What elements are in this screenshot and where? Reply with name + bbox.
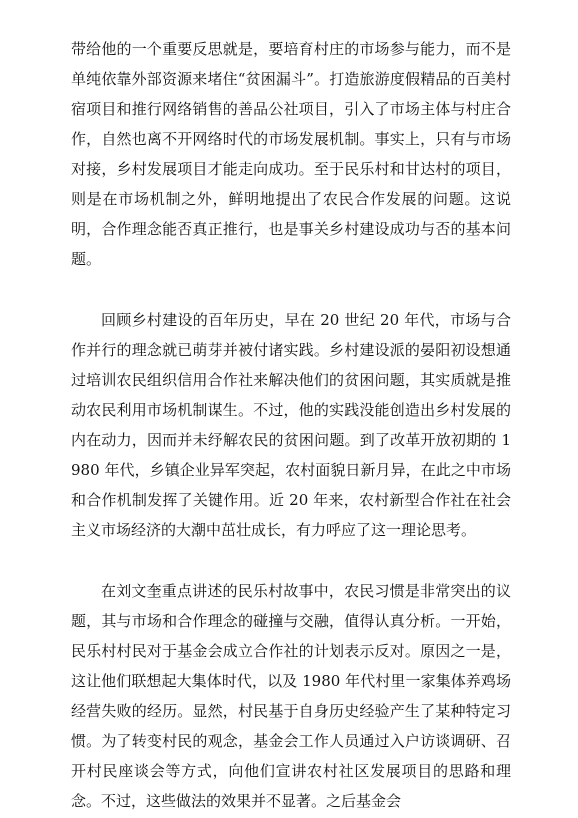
paragraph-gap [71, 274, 511, 305]
document-body [71, 34, 511, 816]
paragraph-3: 在刘文奎重点讲述的民乐村故事中，农民习惯是非常突出的议题，其与市场和合作理念的碰撞与交融，值得认真分析。一开始，民乐村村民对于基金会成立合作社的计划表示反对。原因之一是，这让他们联想起大集体时代，以及 1980 年代村里一家集体养鸡场经营失败的经历。显然，村民基于自身历史经验产生了某种特定习惯。为了转变村民的观念，基金会工作人员通过入户访谈调研、召开村民座谈会等方式，向他们宣讲农村社区发展项目的思路和理念。不过，这些做法的效果并不显著。之后基金会 [71, 582, 511, 810]
paragraph-1: 带给他的一个重要反思就是，要培育村庄的市场参与能力，而不是单纯依靠外部资源来堵住“贫困漏斗”。打造旅游度假精品的百美村宿项目和推行网络销售的善品公社项目，引入了市场主体与村庄合作，自然也离不开网络时代的市场发展机制。事实上，只有与市场对接，乡村发展项目才能走向成功。至于民乐村和甘达村的项目，则是在市场机制之外，鲜明地提出了农民合作发展的问题。这说明，合作理念能否真正推行，也是事关乡村建设成功与否的基本问题。 [71, 40, 511, 268]
paragraph-gap [71, 545, 511, 576]
paragraph-2: 回顾乡村建设的百年历史，早在 20 世纪 20 年代，市场与合作并行的理念就已萌芽并被付诸实践。乡村建设派的晏阳初设想通过培训农民组织信用合作社来解决他们的贫困问题，其实质就是推动农民利用市场机制谋生。不过，他的实践没能创造出乡村发展的内在动力，因而并未纾解农民的贫困问题。到了改革开放初期的 1980 年代，乡镇企业异军突起，农村面貌日新月异，在此之中市场和合作机制发挥了关键作用。近 20 年来，农村新型合作社在社会主义市场经济的大潮中茁壮成长，有力呼应了这一理论思考。 [71, 311, 511, 539]
